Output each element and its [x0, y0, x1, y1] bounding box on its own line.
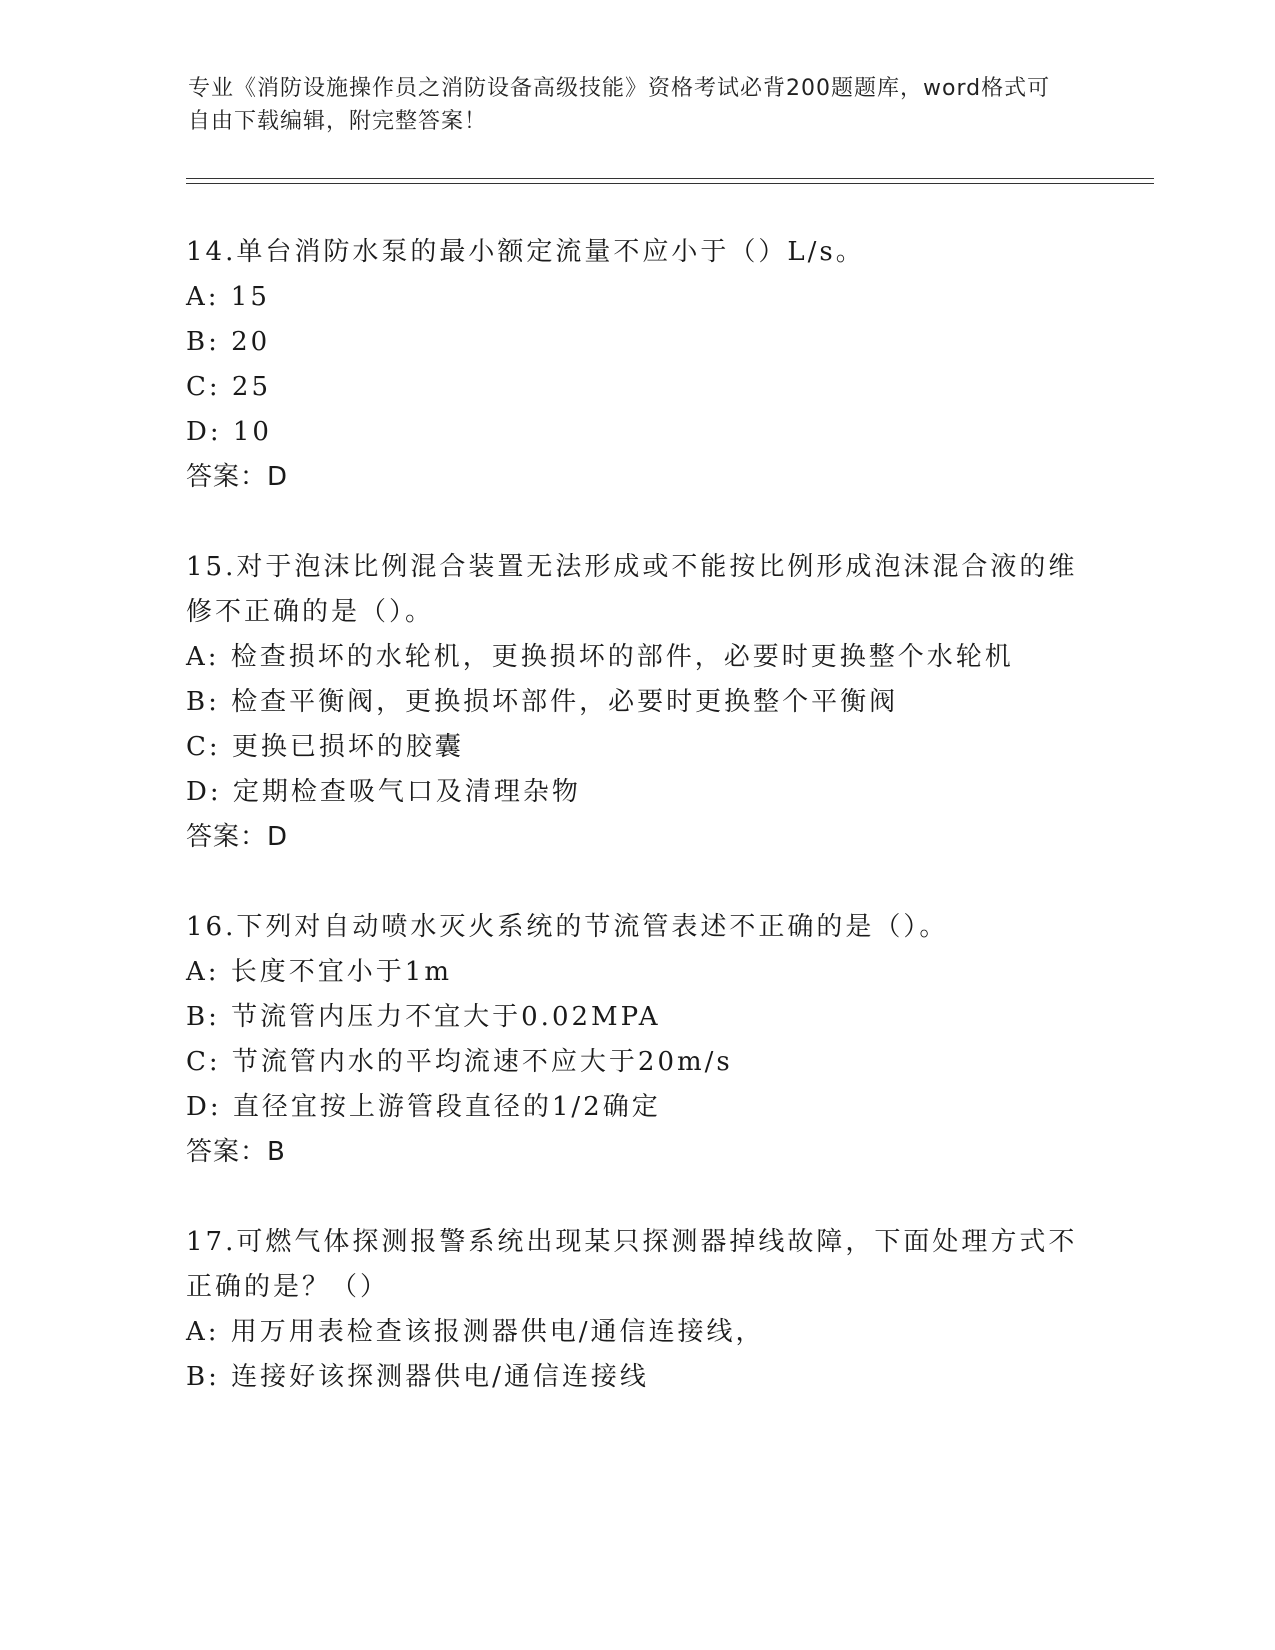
header-divider-double — [186, 183, 1154, 184]
question-stem: 15.对于泡沫比例混合装置无法形成或不能按比例形成泡沫混合液的维修不正确的是（）。 — [186, 552, 1078, 627]
option-b: B: 20 — [186, 327, 271, 357]
answer: 答案：D — [186, 462, 289, 492]
option-b: B: 节流管内压力不宜大于0.02MPA — [186, 1002, 661, 1032]
question-16 — [186, 905, 1086, 1175]
option-d: D: 定期检查吸气口及清理杂物 — [186, 777, 581, 807]
option-c: C: 25 — [186, 372, 272, 402]
question-14 — [186, 230, 1086, 500]
page-header: 专业《消防设施操作员之消防设备高级技能》资格考试必背200题题库，word格式可自由下载编辑，附完整答案！ — [188, 76, 1051, 134]
answer: 答案：D — [186, 822, 289, 852]
answer: 答案：B — [186, 1137, 286, 1167]
option-a: A: 长度不宜小于1m — [186, 957, 452, 987]
option-d: D: 直径宜按上游管段直径的1/2确定 — [186, 1092, 661, 1122]
question-list — [186, 230, 1086, 1445]
option-a: A: 检查损坏的水轮机，更换损坏的部件，必要时更换整个水轮机 — [186, 642, 1014, 672]
option-b: B: 检查平衡阀，更换损坏部件，必要时更换整个平衡阀 — [186, 687, 899, 717]
question-stem: 14.单台消防水泵的最小额定流量不应小于（）L/s。 — [186, 237, 865, 267]
question-17 — [186, 1220, 1086, 1400]
option-b: B: 连接好该探测器供电/通信连接线 — [186, 1362, 649, 1392]
option-d: D: 10 — [186, 417, 272, 447]
option-c: C: 节流管内水的平均流速不应大于20m/s — [186, 1047, 733, 1077]
question-15 — [186, 545, 1086, 860]
header-divider — [186, 178, 1154, 179]
option-c: C: 更换已损坏的胶囊 — [186, 732, 464, 762]
option-a: A: 15 — [186, 282, 270, 312]
option-a: A: 用万用表检查该报测器供电/通信连接线， — [186, 1317, 765, 1347]
question-stem: 17.可燃气体探测报警系统出现某只探测器掉线故障，下面处理方式不正确的是？（） — [186, 1227, 1078, 1302]
question-stem: 16.下列对自动喷水灭火系统的节流管表述不正确的是（）。 — [186, 912, 949, 942]
